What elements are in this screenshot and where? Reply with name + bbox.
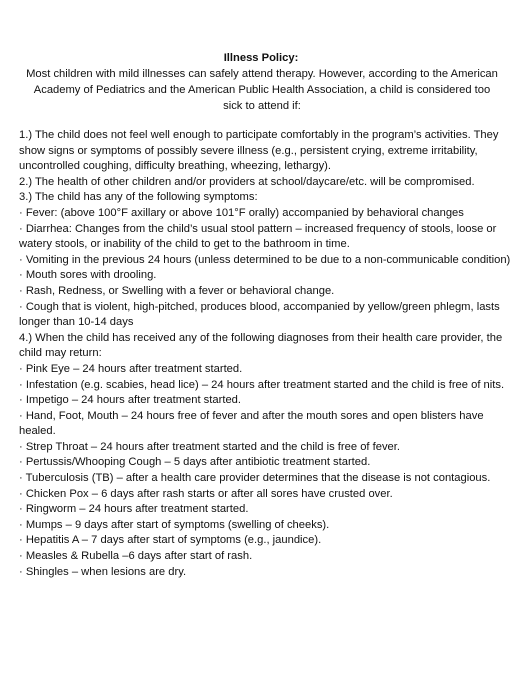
policy-item: · Mumps – 9 days after start of symptoms (swelling of cheeks). [19,518,330,531]
policy-item: · Infestation (e.g. scabies, head lice) – 24 hours after treatment started and the child is free of nits. [19,378,505,391]
policy-item: · Chicken Pox – 6 days after rash starts or after all sores have crusted over. [19,487,393,500]
policy-item: · Tuberculosis (TB) – after a health care provider determines that the disease is not contagious. [19,472,491,485]
policy-item: · Hand, Foot, Mouth – 24 hours free of fever and after the mouth sores and open blisters have healed. [19,409,484,438]
document-title: Illness Policy: [223,52,299,64]
policy-item: · Measles & Rubella –6 days after start of rash. [19,550,253,563]
policy-item: · Hepatitis A – 7 days after start of symptoms (e.g., jaundice). [19,534,322,547]
policy-item: · Pertussis/Whooping Cough – 5 days after antibiotic treatment started. [19,456,371,469]
policy-item: · Vomiting in the previous 24 hours (unless determined to be due to a non-communicable condition) [19,253,511,266]
policy-item: · Mouth sores with drooling. [19,269,157,282]
policy-item: · Rash, Redness, or Swelling with a fever or behavioral change. [19,284,335,297]
policy-item: · Strep Throat – 24 hours after treatment started and the child is free of fever. [19,440,400,453]
policy-item: 1.) The child does not feel well enough to participate comfortably in the program’s activities. They show signs or symptoms of possibly severe illness (e.g., persistent crying, extreme irritability, uncontrolled coughing, difficulty breathing, wheezing, lethargy). [19,129,499,173]
policy-item: · Diarrhea: Changes from the child’s usual stool pattern – increased frequency of stools, loose or watery stools, or inability of the child to get to the bathroom in time. [19,222,497,251]
policy-item: · Shingles – when lesions are dry. [19,565,187,578]
policy-item: 3.) The child has any of the following symptoms: [19,191,258,204]
policy-item: · Cough that is violent, high-pitched, produces blood, accompanied by yellow/green phlegm, lasts longer than 10-14 days [19,300,500,329]
policy-item: 4.) When the child has received any of the following diagnoses from their health care provider, the child may return: [19,331,503,360]
policy-item: · Ringworm – 24 hours after treatment started. [19,503,249,516]
policy-list [19,128,511,580]
policy-item: 2.) The health of other children and/or providers at school/daycare/etc. will be compromised. [19,175,475,188]
intro-paragraph: Most children with mild illnesses can safely attend therapy. However, according to the American Academy of Pediatrics and the American Public Health Association, a child is considered too sick to attend if: [26,68,498,112]
policy-item: · Pink Eye – 24 hours after treatment started. [19,362,243,375]
policy-item: · Impetigo – 24 hours after treatment started. [19,394,241,407]
policy-item: · Fever: (above 100°F axillary or above 101°F orally) accompanied by behavioral changes [19,206,464,219]
